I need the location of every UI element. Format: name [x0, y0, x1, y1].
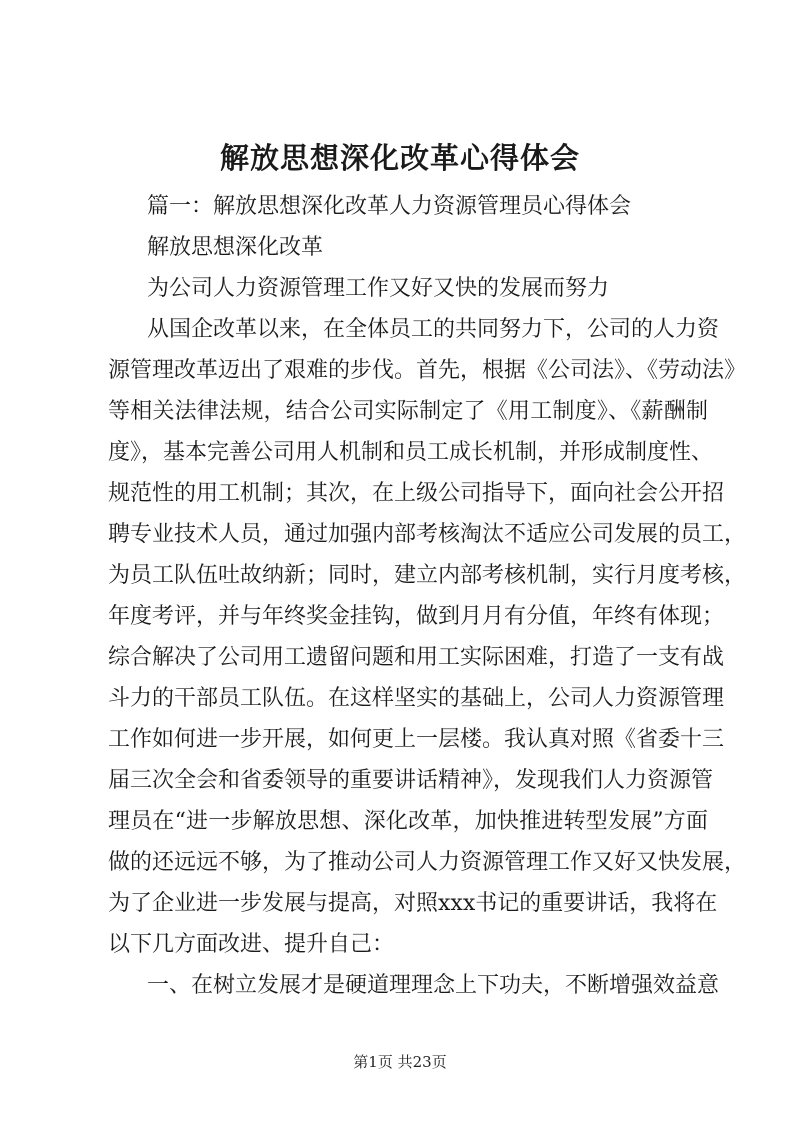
paragraph-line: 一、在树立发展才是硬道理理念上下功夫，不断增强效益意 [147, 973, 720, 998]
paragraph-line: 聘专业技术人员，通过加强内部考核淘汰不适应公司发展的员工， [108, 522, 747, 547]
paragraph-line: 做的还远远不够，为了推动公司人力资源管理工作又好又快发展， [108, 850, 747, 875]
paragraph-line: 年度考评，并与年终奖金挂钩，做到月月有分值，年终有体现； [108, 604, 725, 629]
paragraph-line: 度》，基本完善公司用人机制和员工成长机制，并形成制度性、 [108, 440, 714, 465]
paragraph-line: 斗力的干部员工队伍。在这样坚实的基础上，公司人力资源管理 [108, 686, 725, 711]
paragraph-line: 规范性的用工机制；其次，在上级公司指导下，面向社会公开招 [108, 481, 725, 506]
page-number: 第1页 共23页 [353, 1053, 447, 1071]
paragraph-line: 为员工队伍吐故纳新；同时，建立内部考核机制，实行月度考核， [108, 563, 747, 588]
paragraph-line: 工作如何进一步开展，如何更上一层楼。我认真对照《省委十三 [108, 727, 725, 752]
paragraph-line: 等相关法律法规，结合公司实际制定了《用工制度》、《薪酬制 [108, 399, 708, 424]
paragraph-line: 以下几方面改进、提升自己： [108, 932, 395, 957]
document-title: 解放思想深化改革心得体会 [219, 141, 580, 175]
section-heading-line: 篇一：解放思想深化改革人力资源管理员心得体会 [147, 194, 632, 219]
paragraph-line: 从国企改革以来，在全体员工的共同努力下，公司的人力资 [147, 317, 720, 342]
paragraph-line: 源管理改革迈出了艰难的步伐。首先，根据《公司法》、《劳动法》 [108, 358, 747, 383]
paragraph-line: 综合解决了公司用工遗留问题和用工实际困难，打造了一支有战 [108, 645, 725, 670]
paragraph-line: 届三次全会和省委领导的重要讲话精神》，发现我们人力资源管 [108, 768, 714, 793]
paragraph-line: 理员在“进一步解放思想、深化改革，加快推进转型发展”方面 [108, 809, 708, 834]
paragraph-line: 为了企业进一步发展与提高，对照xxx书记的重要讲话，我将在 [108, 891, 718, 916]
subheading-line: 为公司人力资源管理工作又好又快的发展而努力 [147, 276, 610, 301]
subheading-line: 解放思想深化改革 [147, 235, 324, 260]
